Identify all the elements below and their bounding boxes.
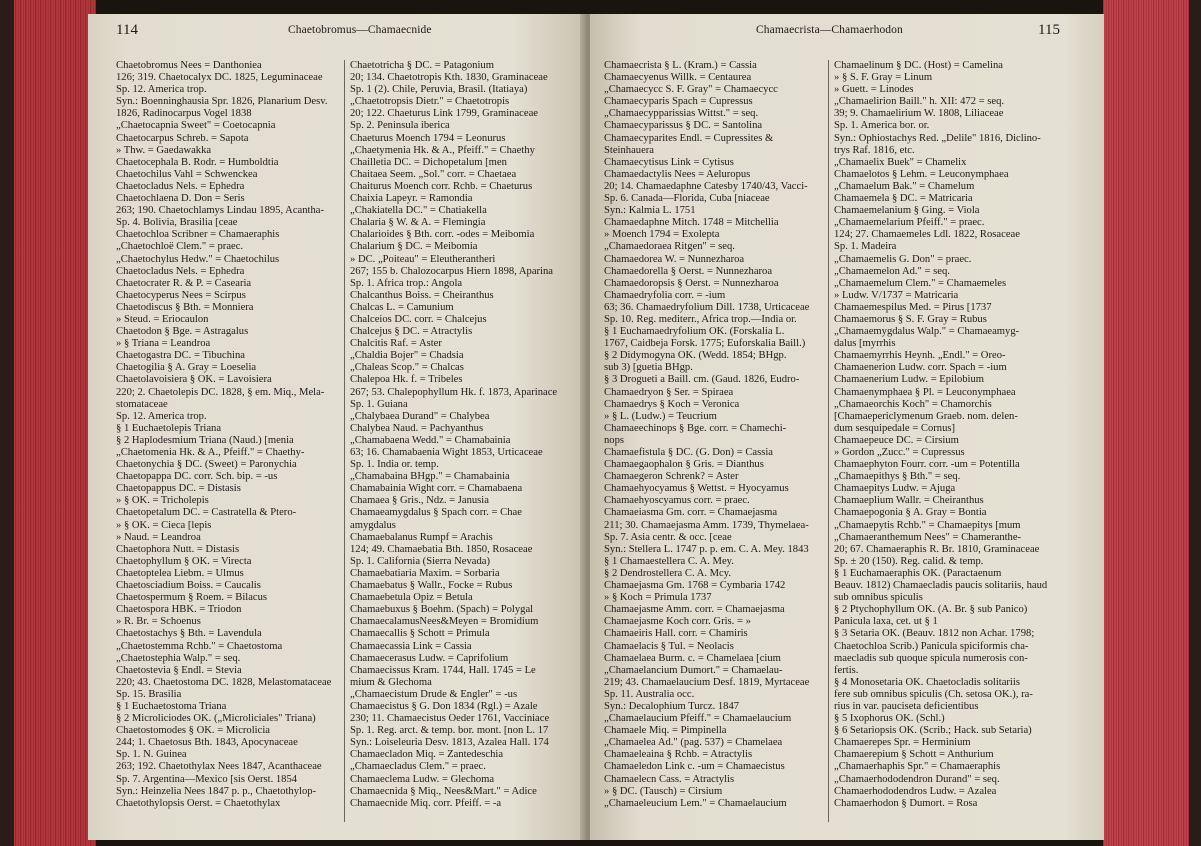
- entry-line: Chaetopappa DC. corr. Sch. bip. = -us: [116, 471, 278, 483]
- entry-line: „Chamaedoraea Ritgen" = seq.: [604, 241, 735, 253]
- entry-line: » Ludw. V/1737 = Matricaria: [834, 289, 959, 301]
- entry-line: 211; 30. Chamaejasma Amm. 1739, Thymelaea-: [604, 519, 809, 531]
- entry-line: § 2 Ptychophyllum OK. (A. Br. § sub Panico): [834, 604, 1028, 616]
- entry-line: Chamaedaphne Mitch. 1748 = Mitchellia: [604, 217, 779, 229]
- entry-line: Sp. 4. Bolivia, Brasilia [ceae: [116, 217, 238, 229]
- entry-line: Chaetocrater R. & P. = Casearia: [116, 277, 252, 289]
- entry-line: Chamaecyenus Willk. = Centaurea: [604, 72, 752, 84]
- entry-line: Chamaenymphaea § Pl. = Leuconymphaea: [834, 386, 1016, 398]
- entry-line: § 3 Setaria OK. (Beauv. 1812 non Achar. 1798;: [834, 628, 1035, 640]
- entry-line: Syn.: Ophiostachys Red. „Delile" 1816, Diclino-: [834, 132, 1041, 144]
- entry-line: „Chamaelaucium Pfeiff." = Chamaelaucium: [604, 713, 792, 725]
- entry-line: 126; 319. Chaetocalyx DC. 1825, Leguminaceae: [116, 72, 323, 84]
- entry-line: » Moench 1794 = Exolepta: [604, 229, 720, 241]
- entry-line: § 4 Monosetaria OK. Chaetocladis solitariis: [834, 676, 1020, 688]
- entry-line: Chamaedorea W. = Nunnezharoa: [604, 253, 745, 265]
- entry-line: Chamaejasme Amm. corr. = Chamaejasma: [604, 604, 785, 616]
- entry-line: „Chamaelix Buek" = Chamelix: [834, 156, 967, 168]
- entry-line: „Chaetochylus Hedw." = Chaetochilus: [116, 253, 280, 265]
- right-page-header: Chamaecrista—Chamaerhodon: [756, 24, 903, 36]
- entry-line: Chaetothylopsis Oerst. = Chaetothylax: [116, 797, 281, 809]
- entry-line: 20; 122. Chaeturus Link 1799, Graminaceae: [350, 108, 538, 120]
- entry-line: „Chamaepytis Rchb." = Chamaepitys [mum: [834, 519, 1021, 531]
- entry-line: Sp. 1 (2). Chile, Peruvia, Brasil. (Itatiaya): [350, 84, 528, 96]
- entry-line: Chamaejasme Koch corr. Gris. = »: [604, 616, 751, 628]
- left-page-header: Chaetobromus—Chamaecnide: [288, 24, 432, 36]
- entry-line: Chamaelacis § Tul. = Neolacis: [604, 640, 734, 652]
- entry-line: Chamaecnida § Miq., Nees&Mart." = Adice: [350, 785, 537, 797]
- entry-line: Chamaenerion Ludw. corr. Spach = -ium: [834, 362, 1007, 374]
- entry-line: 124; 49. Chamaebatia Bth. 1850, Rosaceae: [350, 543, 533, 555]
- entry-line: § 1 Euchamaeraphis OK. (Paractaenum: [834, 567, 1002, 579]
- entry-line: dum sesquipedale = Cornus]: [834, 422, 956, 434]
- entry-line: 220; 2. Chaetolepis DC. 1828, § em. Miq., Mela-: [116, 386, 325, 398]
- entry-line: Chamaegaophalon § Gris. = Dianthus: [604, 459, 764, 471]
- entry-line: Chamaedoropsis § Oerst. = Nunnezharoa: [604, 277, 779, 289]
- right-page-number: 115: [1038, 22, 1060, 38]
- entry-line: Chaetogilia § A. Gray = Loeselia: [116, 362, 257, 374]
- entry-line: Chaetostevia § Endl. = Stevia: [116, 664, 242, 676]
- entry-line: Chaixia Lapeyr. = Ramondia: [350, 193, 473, 205]
- entry-line: » Gordon „Zucc." = Cupressus: [834, 447, 965, 458]
- entry-line: Syn.: Boenninghausia Spr. 1826, Planarium Desv.: [116, 96, 328, 108]
- entry-line: 63; 16. Chamabaenia Wight 1853, Urticaceae: [350, 447, 543, 458]
- entry-line: § 2 Dendrostellera C. A. Mcy.: [604, 567, 732, 579]
- entry-line: Chamaecladon Miq. = Zantedeschia: [350, 749, 504, 761]
- entry-line: 39; 9. Chamaelirium W. 1808, Liliaceae: [834, 108, 1004, 120]
- entry-line: Syn.: Stellera L. 1747 p. p. em. C. A. Mey. 1843: [604, 543, 809, 555]
- entry-line: 244; 1. Chaetosus Bth. 1843, Apocynaceae: [116, 737, 298, 749]
- entry-line: 20; 134. Chaetotropis Kth. 1830, Graminaceae: [350, 72, 548, 84]
- entry-line: Chamaedorella § Oerst. = Nunnezharoa: [604, 265, 773, 277]
- entry-line: „Chamaeorchis Koch" = Chamorchis: [834, 398, 992, 410]
- entry-line: 124; 27. Chamaemeles Ldl. 1822, Rosaceae: [834, 229, 1020, 241]
- entry-line: „Chaetostephia Walp." = seq.: [116, 652, 241, 664]
- right-column-2: [834, 60, 1062, 810]
- entry-line: Chamaehyocyamus § Wettst. = Hyocyamus: [604, 483, 789, 495]
- entry-line: 263; 192. Chaetothylax Nees 1847, Acanthaceae: [116, 761, 322, 773]
- entry-line: Chalcejus § DC. = Atractylis: [350, 326, 473, 338]
- entry-line: Chalcitis Raf. = Aster: [350, 338, 442, 350]
- entry-line: Sp. 1. Madeira: [834, 241, 897, 253]
- entry-line: Chamaerhododendros Ludw. = Azalea: [834, 785, 997, 797]
- entry-line: 1767, Caidbeja Forsk. 1775; Euforskalia Baill.): [604, 338, 806, 350]
- left-page-number: 114: [116, 22, 138, 38]
- entry-line: Chaetophyllum § OK. = Virecta: [116, 555, 252, 567]
- entry-line: „Chamaerhododendron Durand" = seq.: [834, 773, 1000, 785]
- entry-line: Sp. 1. India or. temp.: [350, 459, 439, 471]
- entry-line: Syn.: Kalmia L. 1751: [604, 205, 696, 217]
- entry-line: » § Koch = Primula 1737: [604, 592, 712, 604]
- entry-line: Chaetophora Nutt. = Distasis: [116, 543, 240, 555]
- entry-line: § 2 Microliciodes OK. („Microliciales" Triana): [116, 713, 316, 725]
- entry-line: Chamaegeron Schrenk? = Aster: [604, 471, 739, 483]
- entry-line: Panicula laxa, cet. ut § 1: [834, 616, 938, 628]
- entry-line: Sp. 10. Reg. mediterr., Africa trop.—India or.: [604, 313, 797, 325]
- entry-line: sub omnibus spiculis: [834, 592, 923, 604]
- entry-line: » § S. F. Gray = Linum: [834, 72, 933, 84]
- entry-line: Beauv. 1812) Chamaecladis paucis solitariis, haud: [834, 580, 1048, 592]
- entry-line: „Chamaelea Ad." (pag. 537) = Chamelaea: [604, 737, 783, 749]
- entry-line: Chalarioides § Bth. corr. -odes = Meibomia: [350, 229, 535, 241]
- entry-line: Chaiturus Moench corr. Rchb. = Chaeturus: [350, 180, 533, 192]
- entry-line: Chamaebuxus § Boehm. (Spach) = Polygal: [350, 604, 534, 616]
- entry-line: „Chamaemelon Ad." = seq.: [834, 265, 950, 277]
- entry-line: § 5 Ixophorus OK. (Schl.): [834, 713, 945, 725]
- entry-line: dalus [myrrhis: [834, 338, 896, 350]
- entry-line: 230; 11. Chamaecistus Oeder 1761, Vacciniace: [350, 713, 550, 725]
- entry-line: „Chamaelancium Dumort." = Chamaelau-: [604, 664, 783, 676]
- entry-line: Chamaecerasus Ludw. = Caprifolium: [350, 652, 509, 664]
- entry-line: Syn.: Loiseleuria Desv. 1813, Azalea Hall. 174: [350, 737, 549, 749]
- entry-line: Chaetodiscus § Bth. = Monniera: [116, 301, 254, 313]
- entry-line: „Chamaecladus Clem." = praec.: [350, 761, 486, 773]
- entry-line: § 1 Euchaetostoma Triana: [116, 700, 227, 712]
- entry-line: Chamaejasma Gm. 1768 = Cymbaria 1742: [604, 580, 786, 592]
- entry-line: Chailletia DC. = Dichopetalum [men: [350, 156, 507, 168]
- entry-line: Sp. 7. Argentina—Mexico [sis Oerst. 1854: [116, 773, 298, 785]
- left-page: [88, 14, 586, 840]
- entry-line: Chamaeclema Ludw. = Glechoma: [350, 773, 495, 785]
- entry-line: trys Raf. 1816, etc.: [834, 144, 915, 156]
- entry-line: Chamaeledon Link c. -um = Chamaecistus: [604, 761, 785, 773]
- entry-line: 1826, Radinocarpus Vogel 1838: [116, 108, 252, 120]
- entry-line: Chaetodon § Bge. = Astragalus: [116, 326, 249, 338]
- entry-line: „Chalybaea Durand" = Chalybea: [350, 410, 490, 422]
- entry-line: „Chaleas Scop." = Chalcas: [350, 362, 464, 374]
- entry-line: „Chakiatella DC." = Chatiakella: [350, 205, 487, 217]
- entry-line: Chalcas L. = Camunium: [350, 301, 454, 313]
- entry-line: 220; 43. Chaetostoma DC. 1828, Melastomataceae: [116, 676, 332, 688]
- entry-line: „Chaldia Bojer" = Chadsia: [350, 350, 464, 362]
- entry-line: Chalybea Naud. = Pachyanthus: [350, 422, 484, 434]
- entry-line: „Chamaeranthemum Nees" = Chameranthe-: [834, 531, 1022, 543]
- entry-line: Chaetochloa Scribner = Chamaeraphis: [116, 229, 280, 241]
- entry-line: Chamaeplium Wallr. = Cheiranthus: [834, 495, 984, 507]
- entry-line: 267; 53. Chalepophyllum Hk. f. 1873, Aparinace: [350, 386, 558, 398]
- entry-line: » § OK. = Tricholepis: [116, 495, 209, 507]
- entry-line: Chaetocyperus Nees = Scirpus: [116, 289, 246, 301]
- entry-line: ChamaecalamusNees&Meyen = Bromidium: [350, 616, 539, 628]
- entry-line: Chaetogastra DC. = Tibuchina: [116, 350, 245, 362]
- entry-line: rius in var. pauciseta deficientibus: [834, 700, 979, 712]
- entry-line: Chamaecistus § G. Don 1834 (Rgl.) = Azale: [350, 700, 538, 712]
- entry-line: Chamaepeuce DC. = Cirsium: [834, 434, 959, 446]
- entry-line: Chamaemelanium § Ging. = Viola: [834, 205, 980, 217]
- entry-line: fere sub omnibus spiculis (Ch. setosa OK.), ra-: [834, 688, 1033, 700]
- entry-line: „Chaetostemma Rchb." = Chaetostoma: [116, 640, 283, 652]
- left-column-1: [116, 60, 340, 810]
- entry-line: Chalarium § DC. = Meibomia: [350, 241, 478, 253]
- entry-line: „Chamaelum Bak." = Chamelum: [834, 180, 975, 192]
- entry-line: Chamaea § Gris., Ndz. = Janusia: [350, 495, 489, 507]
- book-edge-left: [0, 0, 96, 846]
- entry-line: Chalaria § W. & A. = Flemingia: [350, 217, 486, 229]
- entry-line: Chaetocephala B. Rodr. = Humboldtia: [116, 156, 279, 168]
- entry-line: Sp. 7. Asia centr. & occ. [ceae: [604, 531, 732, 543]
- entry-line: » Steud. = Eriocaulon: [116, 313, 209, 325]
- entry-line: Chamaeamygdalus § Spach corr. = Chae: [350, 507, 522, 519]
- entry-line: 20; 67. Chamaeraphis R. Br. 1810, Graminaceae: [834, 543, 1040, 555]
- entry-line: Chamaemespilus Med. = Pirus [1737: [834, 301, 992, 313]
- entry-line: Chaetobromus Nees = Danthoniea: [116, 60, 262, 71]
- entry-line: Chaetocarpus Schreb. = Sapota: [116, 132, 249, 144]
- entry-line: Sp. 6. Canada—Florida, Cuba [niaceae: [604, 193, 770, 205]
- entry-line: Chamaefistula § DC. (G. Don) = Cassia: [604, 447, 773, 458]
- entry-line: Chamaelecn Cass. = Atractylis: [604, 773, 735, 785]
- column-divider: [344, 60, 345, 822]
- entry-line: § 3 Drogueti a Baill. cm. (Gaud. 1826, Eudro-: [604, 374, 800, 386]
- entry-line: Chamaelaea Burm. c. = Chamelaea [cium: [604, 652, 781, 664]
- entry-line: nops: [604, 434, 625, 446]
- entry-line: Chamaecissus Kram. 1744, Hall. 1745 = Le: [350, 664, 536, 676]
- entry-line: Chaetostomodes § OK. = Microlicia: [116, 725, 270, 737]
- entry-line: § 1 Chamaestellera C. A. Mey.: [604, 555, 734, 567]
- entry-line: Sp. 12. America trop.: [116, 84, 207, 96]
- entry-line: » § DC. (Tausch) = Cirsium: [604, 785, 723, 797]
- entry-line: Chaeturus Moench 1794 = Leonurus: [350, 132, 506, 144]
- entry-line: Chaetotricha § DC. = Patagonium: [350, 60, 494, 71]
- entry-line: Chaetospermum § Roem. = Bilacus: [116, 592, 268, 604]
- entry-line: [Chamaepericlymenum Graeb. nom. delen-: [834, 410, 1018, 422]
- entry-line: Chamaecyparissus § DC. = Santolina: [604, 120, 763, 132]
- entry-line: Sp. 1. Guiana: [350, 398, 408, 410]
- entry-line: Chamaecallis § Schott = Primula: [350, 628, 490, 640]
- entry-line: fertis.: [834, 664, 859, 676]
- entry-line: Chalepoa Hk. f. = Tribeles: [350, 374, 463, 386]
- entry-line: „Chamaelirion Baill." h. XII: 472 = seq.: [834, 96, 1005, 108]
- entry-line: Chamaemela § DC. = Matricaria: [834, 193, 973, 205]
- entry-line: Chamaemyrrhis Heynh. „Endl." = Oreo-: [834, 350, 1006, 362]
- entry-line: Chamaebetula Opiz = Betula: [350, 592, 473, 604]
- entry-line: § 1 Euchaetolepis Triana: [116, 422, 222, 434]
- left-column-2: [350, 60, 580, 810]
- entry-line: Sp. 2. Peninsula iberica: [350, 120, 450, 132]
- entry-line: Chamaedryfolia corr. = -ium: [604, 289, 726, 301]
- entry-line: Sp. 12. America trop.: [116, 410, 207, 422]
- entry-line: „Chamaemelis G. Don" = praec.: [834, 253, 972, 265]
- entry-line: Chamaedryon § Ser. = Spiraea: [604, 386, 734, 398]
- entry-line: Chaetochloa Scrib.) Panicula spiciformis cha-: [834, 640, 1029, 652]
- entry-line: Chamaecyparites Endl. = Cupressites &: [604, 132, 774, 144]
- entry-line: „Chamaemygdalus Walp." = Chamaeamyg-: [834, 326, 1020, 338]
- entry-line: Chamaeiasma Gm. corr. = Chamaejasma: [604, 507, 778, 519]
- entry-line: Chamaecnide Miq. corr. Pfeiff. = -a: [350, 797, 502, 809]
- entry-line: » Guett. = Linodes: [834, 84, 914, 96]
- entry-line: 219; 43. Chamaelaucium Desf. 1819, Myrtaceae: [604, 676, 810, 688]
- entry-line: Chamaeechinops § Bge. corr. = Chamechi-: [604, 422, 787, 434]
- entry-line: „Chamaecypparissias Wittst." = seq.: [604, 108, 759, 120]
- entry-line: „Chamaepithys § Bth." = seq.: [834, 471, 961, 483]
- entry-line: „Chaetomenia Hk. & A., Pfeiff." = Chaethy-: [116, 447, 305, 458]
- entry-line: Chamabainia Wight corr. = Chamabaena: [350, 483, 523, 495]
- entry-line: Chamaerepes Spr. = Herminium: [834, 737, 971, 749]
- entry-line: Chaetopetalum DC. = Castratella & Ptero-: [116, 507, 297, 519]
- entry-line: » DC. „Poiteau" = Eleutherantheri: [350, 253, 496, 265]
- entry-line: Chamaemorus § S. F. Gray = Rubus: [834, 313, 987, 325]
- entry-line: maecladis sub quoque spicula numerosis con-: [834, 652, 1028, 664]
- entry-line: Chaetosciadium Boiss. = Caucalis: [116, 580, 261, 592]
- entry-line: § 6 Setariopsis OK. (Scrib.; Hack. sub Setaria): [834, 725, 1032, 737]
- entry-line: „Chamaecistum Drude & Engler" = -us: [350, 688, 518, 700]
- entry-line: Chaitaea Seem. „Sol." corr. = Chaetaea: [350, 168, 517, 180]
- entry-line: Chamaedactylis Nees = Aeluropus: [604, 168, 751, 180]
- entry-line: » R. Br. = Schoenus: [116, 616, 201, 628]
- entry-line: Chamaerhodon § Dumort. = Rosa: [834, 797, 978, 809]
- book-edge-right: [1103, 0, 1201, 846]
- entry-line: Sp. 1. California (Sierra Nevada): [350, 555, 491, 567]
- entry-line: Chamaelotos § Lehm. = Leuconymphaea: [834, 168, 1009, 180]
- entry-line: Chamaedrys § Koch = Veronica: [604, 398, 740, 410]
- entry-line: Chamaebatiaria Maxim. = Sorbaria: [350, 567, 500, 579]
- entry-line: Sp. 1. N. Guinea: [116, 749, 187, 761]
- entry-line: „Chamaerhaphis Spr." = Chamaeraphis: [834, 761, 1001, 773]
- entry-line: Sp. 1. America bor. or.: [834, 120, 930, 132]
- entry-line: Chamaelinum § DC. (Host) = Camelina: [834, 60, 1003, 71]
- entry-line: Chamaepitys Ludw. = Ajuga: [834, 483, 956, 495]
- entry-line: Syn.: Heinzelia Nees 1847 p. p., Chaetothylop-: [116, 785, 317, 797]
- entry-line: Chamaecassia Link = Cassia: [350, 640, 472, 652]
- entry-line: Chaetolavoisiera § OK. = Lavoisiera: [116, 374, 272, 386]
- column-divider: [828, 60, 829, 822]
- entry-line: Chamaele Miq. = Pimpinella: [604, 725, 727, 737]
- entry-line: Chamaeiris Hall. corr. = Chamiris: [604, 628, 748, 640]
- entry-line: Chaetochilus Vahl = Schwenckea: [116, 168, 258, 180]
- entry-line: Steinhauera: [604, 144, 655, 156]
- entry-line: „Chaetymenia Hk. & A., Pfeiff." = Chaethy: [350, 144, 535, 156]
- entry-line: Chamaerepium § Schott = Anthurium: [834, 749, 994, 761]
- entry-line: Chaetonychia § DC. (Sweet) = Paronychia: [116, 459, 297, 471]
- entry-line: Chamaeleaina § Rchb. = Atractylis: [604, 749, 753, 761]
- entry-line: „Chamabaina BHgp." = Chamabainia: [350, 471, 510, 483]
- entry-line: 267; 155 b. Chalozocarpus Hiern 1898, Aparina: [350, 265, 554, 277]
- entry-line: Chamaephyton Fourr. corr. -um = Potentilla: [834, 459, 1020, 471]
- entry-line: 63; 36. Chamaedryfolium Dill. 1738, Urticaceae: [604, 301, 810, 313]
- entry-line: » Thw. = Gaedawakka: [116, 144, 212, 156]
- entry-line: Chamaecrista § L. (Kram.) = Cassia: [604, 60, 757, 71]
- entry-line: Sp. 11. Australia occ.: [604, 688, 695, 700]
- entry-line: » § Triana = Leandroa: [116, 338, 211, 350]
- entry-line: Chaetocladus Nels. = Ephedra: [116, 180, 245, 192]
- entry-line: » § OK. = Cieca [lepis: [116, 519, 212, 531]
- entry-line: § 2 Didymogyna OK. (Wedd. 1854; BHgp.: [604, 350, 787, 362]
- entry-line: Chaetocladus Nels. = Ephedra: [116, 265, 245, 277]
- entry-line: Chaetospora HBK. = Triodon: [116, 604, 242, 616]
- entry-line: „Chamabaena Wedd." = Chamabainia: [350, 434, 511, 446]
- entry-line: 20; 14. Chamaedaphne Catesby 1740/43, Vacci-: [604, 180, 808, 192]
- entry-line: Chamaebalanus Rumpf = Arachis: [350, 531, 493, 543]
- entry-line: „Chamaecycc S. F. Gray" = Chamaecycc: [604, 84, 778, 96]
- entry-line: Sp. 1. Reg. arct. & temp. bor. mont. [non L. 17: [350, 725, 549, 737]
- entry-line: stomataceae: [116, 398, 168, 410]
- entry-line: Chalceios DC. corr. = Chalcejus: [350, 313, 487, 325]
- entry-line: Chalcanthus Boiss. = Cheiranthus: [350, 289, 494, 301]
- entry-line: Chamaenerium Ludw. = Epilobium: [834, 374, 985, 386]
- entry-line: Chaetochlaena D. Don = Seris: [116, 193, 245, 205]
- entry-line: Chaetoptelea Liebm. = Ulmus: [116, 567, 244, 579]
- entry-line: Sp. 15. Brasilia: [116, 688, 182, 700]
- entry-line: „Chaetocapnia Sweet" = Coetocapnia: [116, 120, 276, 132]
- entry-line: mium & Glechoma: [350, 676, 432, 688]
- entry-line: Chamaecyparis Spach = Cupressus: [604, 96, 753, 108]
- entry-line: „Chaetotropsis Dietr." = Chaetotropis: [350, 96, 510, 108]
- entry-line: amygdalus: [350, 519, 396, 531]
- entry-line: „Chamaemelum Clem." = Chamaemeles: [834, 277, 1007, 289]
- entry-line: » § L. (Ludw.) = Teucrium: [604, 410, 717, 422]
- entry-line: § 2 Haplodesmium Triana (Naud.) [menia: [116, 434, 294, 446]
- entry-line: 263; 190. Chaetochlamys Lindau 1895, Acantha-: [116, 205, 325, 217]
- entry-line: „Chamaeleucium Lem." = Chamaelaucium: [604, 797, 787, 809]
- entry-line: Chaetostachys § Bth. = Lavendula: [116, 628, 262, 640]
- entry-line: „Chaetochloë Clem." = praec.: [116, 241, 244, 253]
- right-page: [590, 14, 1104, 840]
- entry-line: Chaetopappus DC. = Distasis: [116, 483, 241, 495]
- entry-line: » Naud. = Leandroa: [116, 531, 201, 543]
- entry-line: Chamaepogonia § A. Gray = Bontia: [834, 507, 987, 519]
- entry-line: Chamaehyoscyamus corr. = praec.: [604, 495, 750, 507]
- right-column-1: [604, 60, 824, 810]
- entry-line: Syn.: Decalophium Turcz. 1847: [604, 700, 740, 712]
- entry-line: Sp. 1. Africa trop.: Angola: [350, 277, 463, 289]
- entry-line: „Chamaemelarium Pfeiff." = praec.: [834, 217, 985, 229]
- entry-line: § 1 Euchamaedryfolium OK. (Forskalia L.: [604, 326, 785, 338]
- entry-line: Chamaebatus § Wallr., Focke = Rubus: [350, 580, 513, 592]
- entry-line: Chamaecytisus Link = Cytisus: [604, 156, 734, 168]
- entry-line: sub 3) [guetia BHgp.: [604, 362, 693, 374]
- entry-line: Sp. ± 20 (150). Reg. calid. & temp.: [834, 555, 984, 567]
